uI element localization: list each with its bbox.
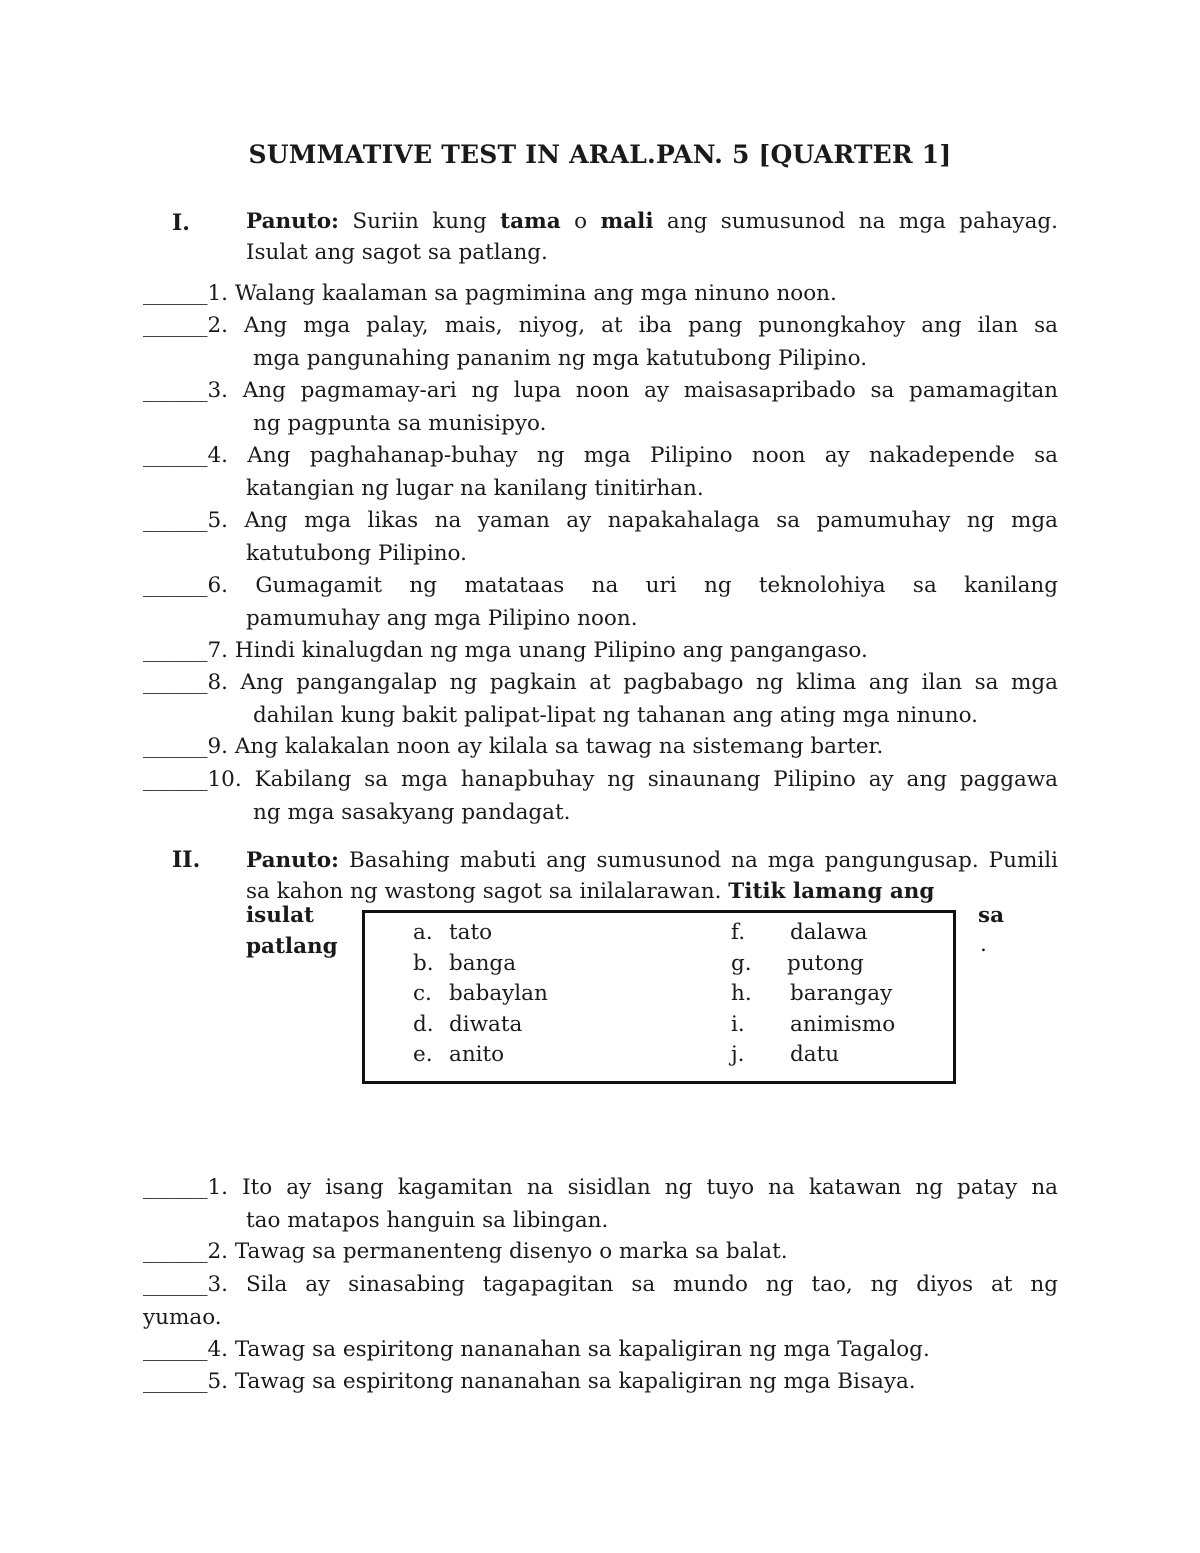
s1-item-5-cont: katutubong Pilipino. (246, 540, 467, 566)
s2-item-4 (143, 1334, 1058, 1367)
s1-item-8 (143, 667, 1058, 732)
word-sa: sa (978, 903, 1005, 928)
choice-j-letter: j. (731, 1042, 745, 1067)
choice-a (413, 920, 492, 945)
s2-item-3-cont: yumao. (143, 1304, 222, 1330)
choice-b-text: banga (449, 951, 517, 976)
choice-h-letter: h. (731, 981, 752, 1006)
section-1-instr-part2: o (560, 209, 601, 234)
choice-c-letter: c. (413, 981, 432, 1006)
section-1-instr-part1: Suriin kung (339, 209, 501, 234)
s1-item-2-cont: mga pangunahing pananim ng mga katutubong Pilipino. (253, 345, 868, 371)
s1-item-7 (143, 635, 1058, 668)
section-2-instr-text: Basahing mabuti ang sumusunod na mga pangungusap. Pumili sa kahon ng wastong sagot sa inilalarawan. (246, 848, 1058, 904)
choice-i-text: animismo (790, 1012, 896, 1037)
section-2-number: II. (172, 847, 201, 873)
section-1-instr-label: Panuto: (246, 209, 339, 234)
choice-a-text: tato (449, 920, 493, 945)
s1-item-1 (143, 278, 1058, 311)
section-1-instr-part3: ang sumusunod na mga pahayag. Isulat ang sagot sa patlang. (246, 209, 1058, 265)
choice-d (413, 1012, 522, 1037)
choice-e (413, 1042, 504, 1067)
choice-i (731, 1012, 895, 1037)
s1-item-2 (143, 310, 1058, 375)
word-period: . (980, 932, 987, 957)
choice-c-text: babaylan (449, 981, 548, 1006)
choice-e-text: anito (449, 1042, 505, 1067)
s1-item-10-text: ______10. Kabilang sa mga hanapbuhay ng sinaunang Pilipino ay ang paggawa (143, 767, 1058, 792)
choice-i-letter: i. (731, 1012, 745, 1037)
s1-item-6-text: ______6. Gumagamit ng matataas na uri ng teknolohiya sa kanilang (143, 573, 1058, 598)
section-1-number: I. (172, 210, 190, 236)
s2-item-1 (143, 1172, 1058, 1237)
s2-item-4-text: ______4. Tawag sa espiritong nananahan sa kapaligiran ng mga Tagalog. (143, 1337, 930, 1362)
section-2-instr-bold-end: Titik lamang ang (728, 879, 935, 904)
s2-item-1-text: ______1. Ito ay isang kagamitan na sisidlan ng tuyo na katawan ng patay na (143, 1175, 1058, 1200)
section-1-instr-bold2: mali (600, 209, 654, 234)
s1-item-8-text: ______8. Ang pangangalap ng pagkain at pagbabago ng klima ang ilan sa mga (143, 670, 1058, 695)
s1-item-4-text: ______4. Ang paghahanap-buhay ng mga Pilipino noon ay nakadepende sa (143, 443, 1058, 468)
choice-j-text: datu (790, 1042, 840, 1067)
choice-g (731, 951, 864, 976)
s1-item-9-text: ______9. Ang kalakalan noon ay kilala sa tawag na sistemang barter. (143, 734, 884, 759)
s1-item-6-cont: pamumuhay ang mga Pilipino noon. (246, 605, 638, 631)
choice-g-letter: g. (731, 951, 752, 976)
s1-item-10-cont: ng mga sasakyang pandagat. (253, 799, 571, 825)
choice-a-letter: a. (413, 920, 433, 945)
choice-f (731, 920, 868, 945)
page-title: SUMMATIVE TEST IN ARAL.PAN. 5 [QUARTER 1] (248, 140, 952, 169)
choice-g-text: putong (787, 951, 864, 976)
s2-item-2-text: ______2. Tawag sa permanenteng disenyo o marka sa balat. (143, 1239, 788, 1264)
s1-item-9 (143, 731, 1058, 764)
choice-f-text: dalawa (790, 920, 868, 945)
s2-item-1-cont: tao matapos hanguin sa libingan. (246, 1207, 609, 1233)
s2-item-5-text: ______5. Tawag sa espiritong nananahan sa kapaligiran ng mga Bisaya. (143, 1369, 916, 1394)
s1-item-4 (143, 440, 1058, 505)
choice-e-letter: e. (413, 1042, 433, 1067)
s1-item-5 (143, 505, 1058, 570)
s2-item-5 (143, 1366, 1058, 1399)
choice-h (731, 981, 892, 1006)
word-patlang: patlang (246, 934, 338, 959)
choice-d-letter: d. (413, 1012, 434, 1037)
s1-item-5-text: ______5. Ang mga likas na yaman ay napakahalaga sa pamumuhay ng mga (143, 508, 1058, 533)
s1-item-1-text: ______1. Walang kaalaman sa pagmimina ang mga ninuno noon. (143, 281, 837, 306)
section-2-instructions (246, 845, 1058, 907)
section-1-instr-bold1: tama (500, 209, 561, 234)
choice-b-letter: b. (413, 951, 434, 976)
choice-j (731, 1042, 839, 1067)
word-isulat: isulat (246, 903, 314, 928)
s1-item-3-text: ______3. Ang pagmamay-ari ng lupa noon ay maisasapribado sa pamamagitan (143, 378, 1058, 403)
choice-f-letter: f. (731, 920, 746, 945)
s1-item-7-text: ______7. Hindi kinalugdan ng mga unang Pilipino ang pangangaso. (143, 638, 868, 663)
section-2-instr-label: Panuto: (246, 848, 339, 873)
s1-item-10 (143, 764, 1058, 829)
s2-item-3 (143, 1269, 1058, 1334)
s1-item-2-text: ______2. Ang mga palay, mais, niyog, at iba pang punongkahoy ang ilan sa (143, 313, 1058, 338)
s1-item-3 (143, 375, 1058, 440)
s1-item-8-cont: dahilan kung bakit palipat-lipat ng tahanan ang ating mga ninuno. (253, 702, 979, 728)
s1-item-4-cont: katangian ng lugar na kanilang tinitirhan. (246, 475, 704, 501)
choice-b (413, 951, 516, 976)
section-1-instructions (246, 206, 1058, 268)
choice-d-text: diwata (449, 1012, 523, 1037)
choice-c (413, 981, 548, 1006)
s2-item-3-text: ______3. Sila ay sinasabing tagapagitan sa mundo ng tao, ng diyos at ng (143, 1272, 1058, 1297)
s1-item-6 (143, 570, 1058, 635)
s1-item-3-cont: ng pagpunta sa munisipyo. (253, 410, 547, 436)
choice-h-text: barangay (790, 981, 893, 1006)
s2-item-2 (143, 1236, 1058, 1269)
